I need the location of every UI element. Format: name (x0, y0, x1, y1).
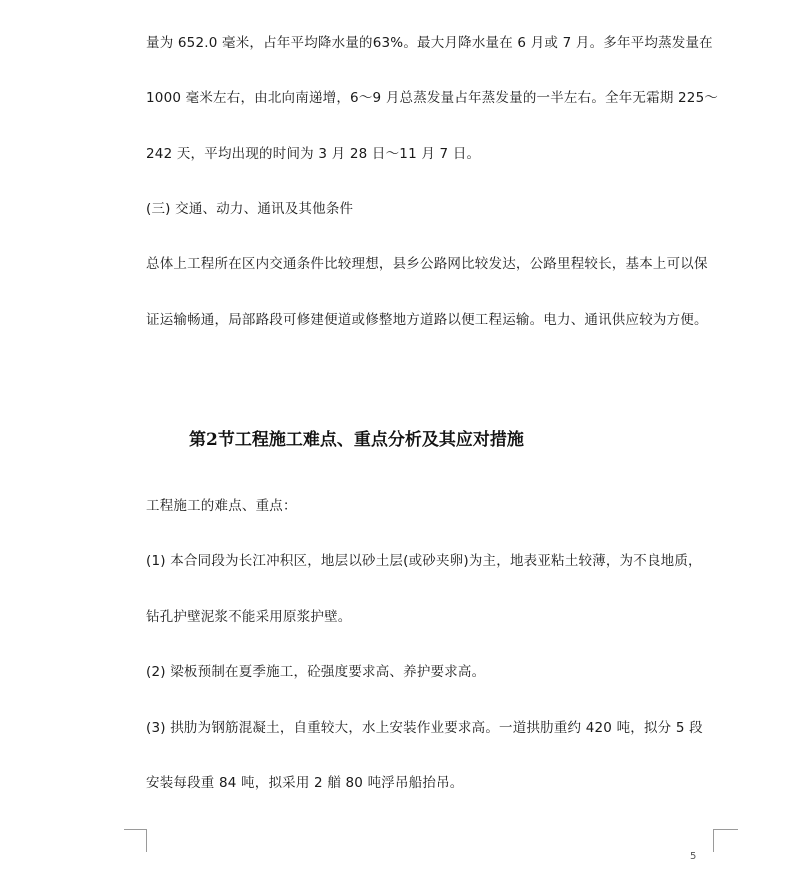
climate-text-line-1: 量为 652.0 毫米，占年平均降水量的63%。最大月降水量在 6 月或 7 月。多年平均蒸发量在 (146, 35, 713, 51)
transport-text-line-1: 总体上工程所在区内交通条件比较理想，县乡公路网比较发达，公路里程较长，基本上可以保 (146, 256, 708, 272)
section-heading: 第2节工程施工难点、重点分析及其应对措施 (189, 430, 524, 450)
difficulty-item-3-line-2: 安装每段重 84 吨，拟采用 2 艏 80 吨浮吊船抬吊。 (146, 775, 464, 791)
climate-text-line-2: 1000 毫米左右，由北向南递增，6～9 月总蒸发量占年蒸发量的一半左右。全年无霜期 225～ (146, 90, 719, 106)
difficulty-item-1-line-2: 钻孔护壁泥浆不能采用原浆护壁。 (146, 609, 352, 625)
difficulty-item-1-line-1: (1) 本合同段为长江冲积区，地层以砂土层(或砂夹卵)为主，地表亚粘土较薄，为不良地质， (146, 553, 702, 569)
page-number: 5 (690, 851, 697, 862)
difficulty-intro: 工程施工的难点、重点： (146, 498, 297, 514)
difficulty-item-2: (2) 梁板预制在夏季施工，砼强度要求高、养护要求高。 (146, 664, 486, 680)
transport-text-line-2: 证运输畅通，局部路段可修建便道或修整地方道路以便工程运输。电力、通讯供应较为方便。 (146, 312, 708, 328)
margin-corner-mark-left (124, 829, 147, 852)
margin-corner-mark-right (713, 829, 738, 852)
subsection-title: (三) 交通、动力、通讯及其他条件 (146, 201, 354, 217)
difficulty-item-3-line-1: (3) 拱肋为钢筋混凝土，自重较大，水上安装作业要求高。一道拱肋重约 420 吨，拟分 5 段 (146, 720, 703, 736)
climate-text-line-3: 242 天，平均出现的时间为 3 月 28 日～11 月 7 日。 (146, 146, 481, 162)
